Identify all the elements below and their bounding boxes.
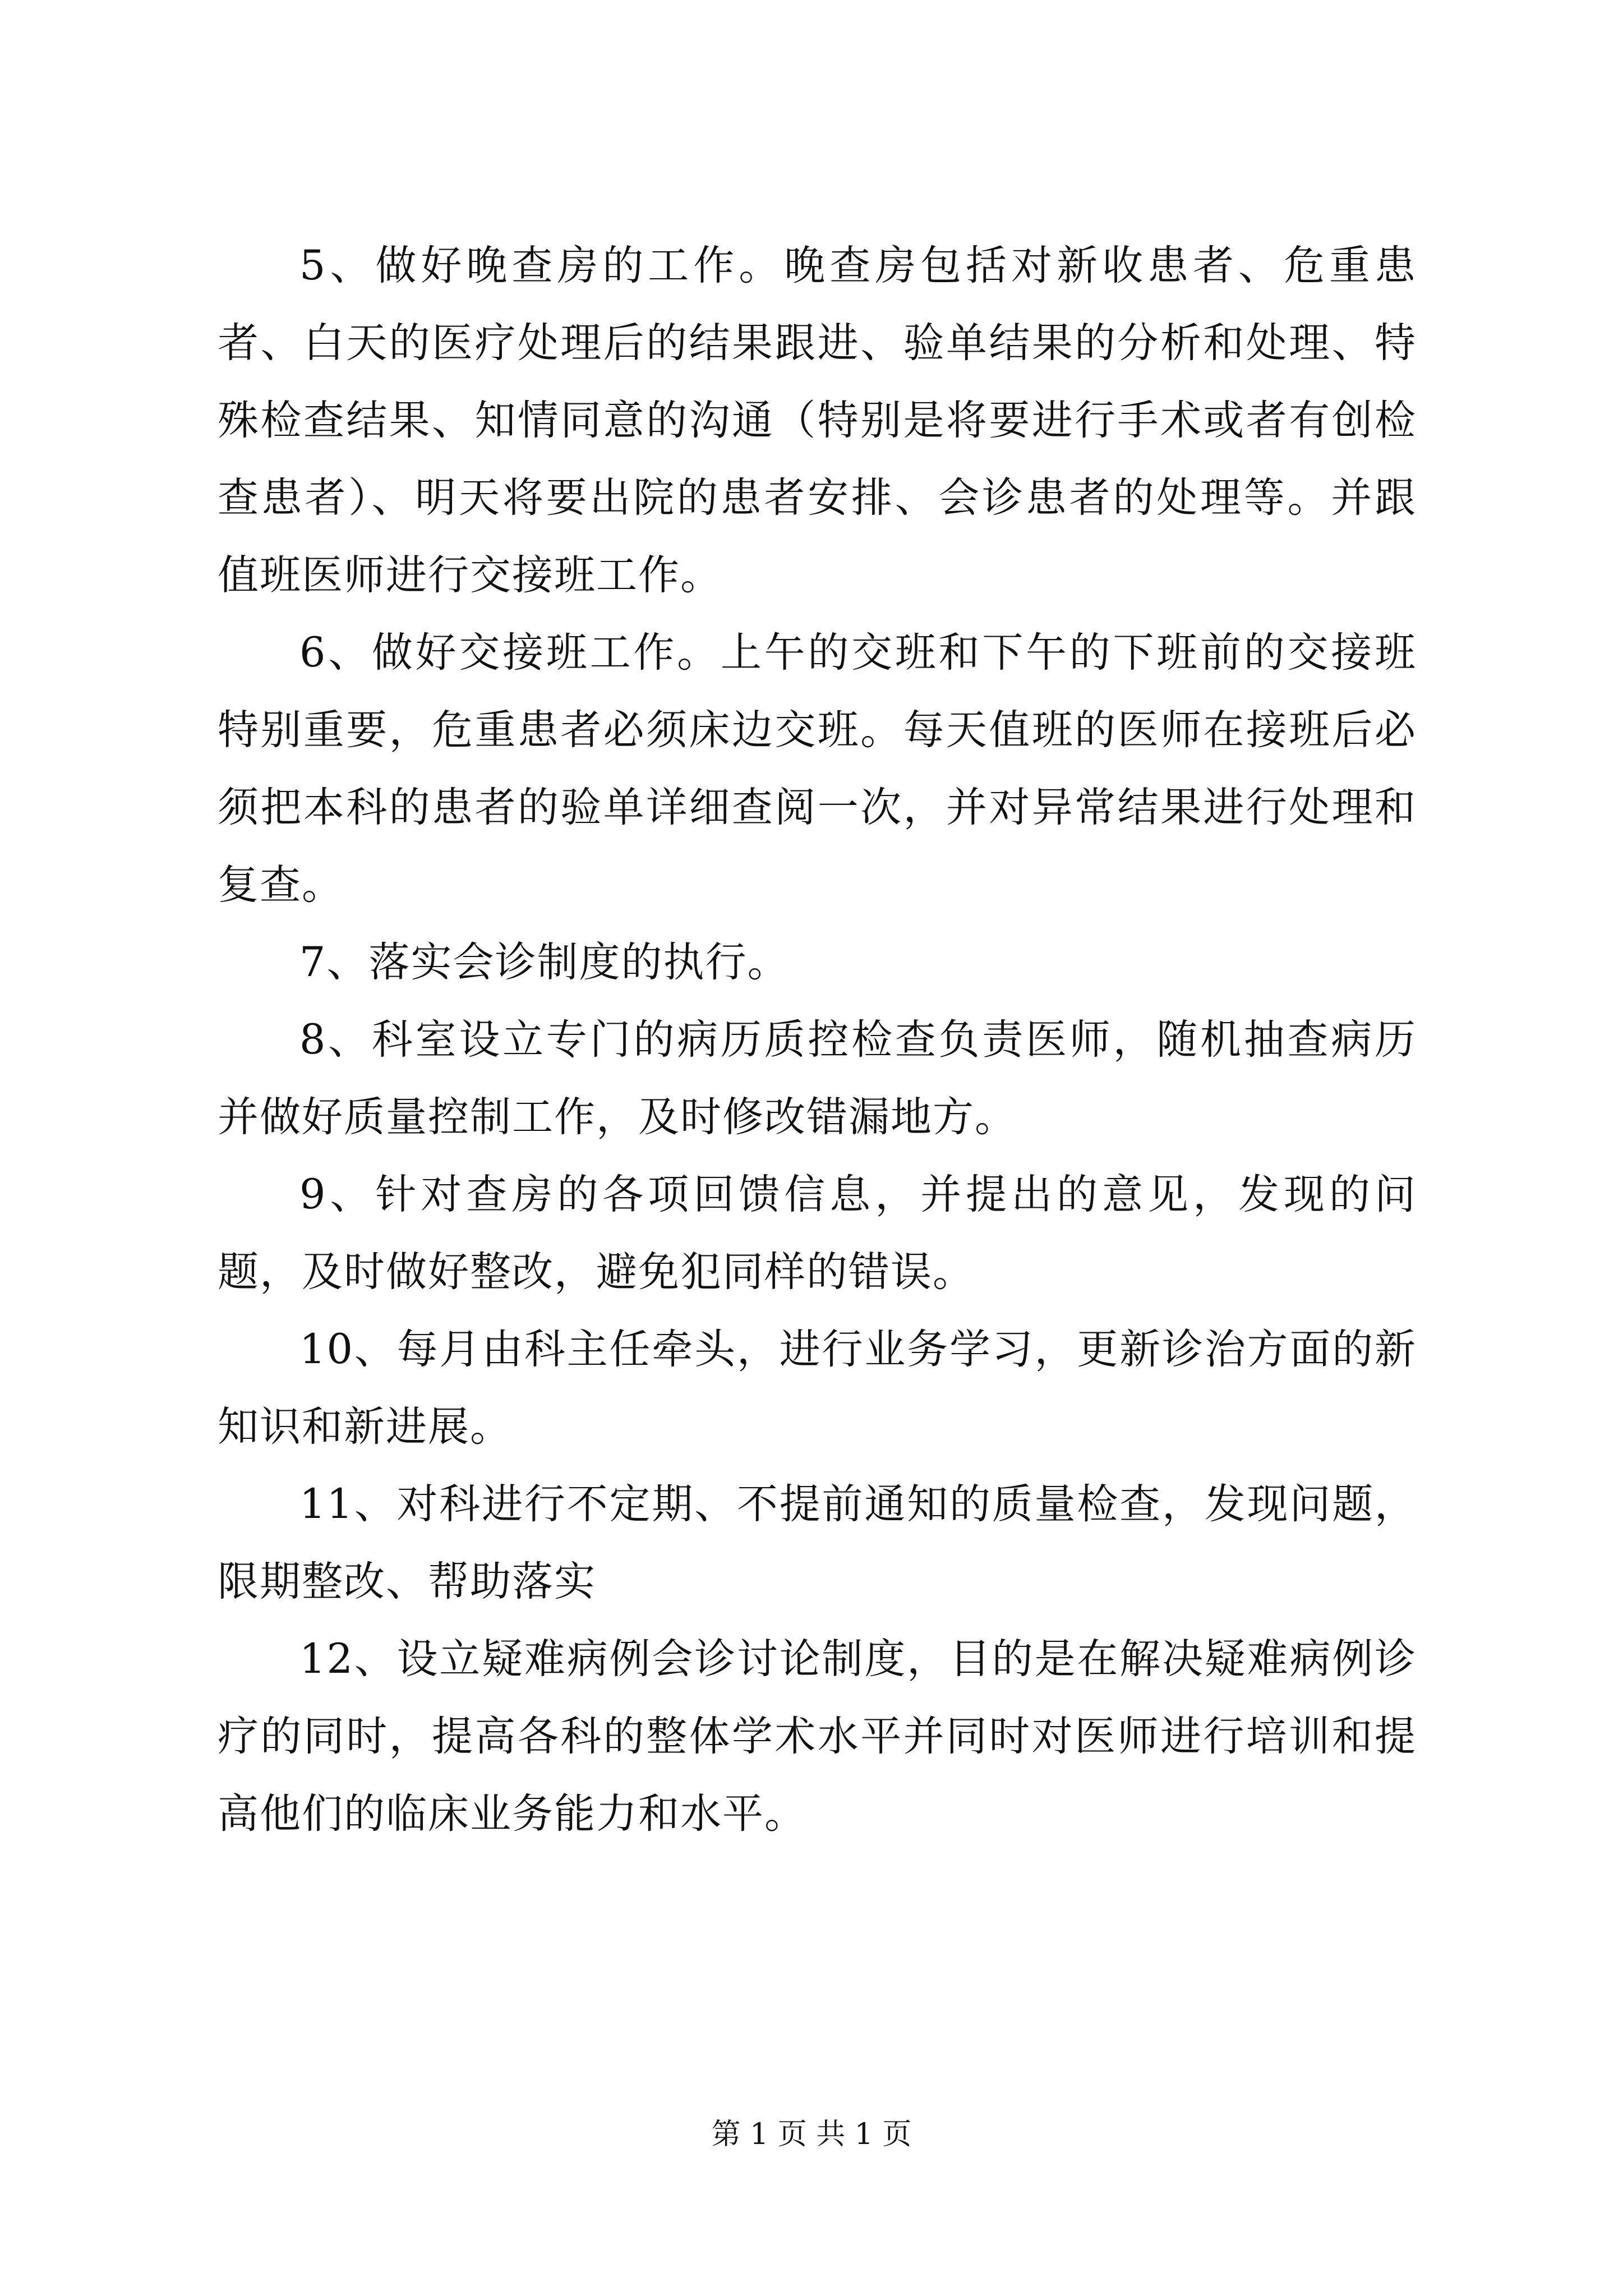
paragraph-11: 11、对科进行不定期、不提前通知的质量检查，发现问题，限期整改、帮助落实	[218, 1480, 1417, 1605]
paragraph-6: 6、做好交接班工作。上午的交班和下午的下班前的交接班特别重要，危重患者必须床边交班。每天值班的医师在接班后必须把本科的患者的验单详细查阅一次，并对异常结果进行处理和复查。	[218, 629, 1417, 909]
document-body	[218, 227, 1417, 1853]
paragraph-8: 8、科室设立专门的病历质控检查负责医师，随机抽查病历并做好质量控制工作，及时修改错漏地方。	[218, 1016, 1417, 1141]
paragraph-7: 7、落实会诊制度的执行。	[299, 938, 790, 986]
paragraph-9: 9、针对查房的各项回馈信息，并提出的意见，发现的问题，及时做好整改，避免犯同样的错误。	[218, 1171, 1417, 1296]
paragraph-5: 5、做好晚查房的工作。晚查房包括对新收患者、危重患者、白天的医疗处理后的结果跟进、验单结果的分析和处理、特殊检查结果、知情同意的沟通（特别是将要进行手术或者有创检查患者）、明天将要出院的患者安排、会诊患者的处理等。并跟值班医师进行交接班工作。	[218, 242, 1417, 599]
paragraph-10: 10、每月由科主任牵头，进行业务学习，更新诊治方面的新知识和新进展。	[218, 1326, 1417, 1451]
page-number-footer: 第 1 页 共 1 页	[711, 2118, 912, 2151]
paragraph-12: 12、设立疑难病例会诊讨论制度，目的是在解决疑难病例诊疗的同时，提高各科的整体学术水平并同时对医师进行培训和提高他们的临床业务能力和水平。	[218, 1635, 1417, 1838]
